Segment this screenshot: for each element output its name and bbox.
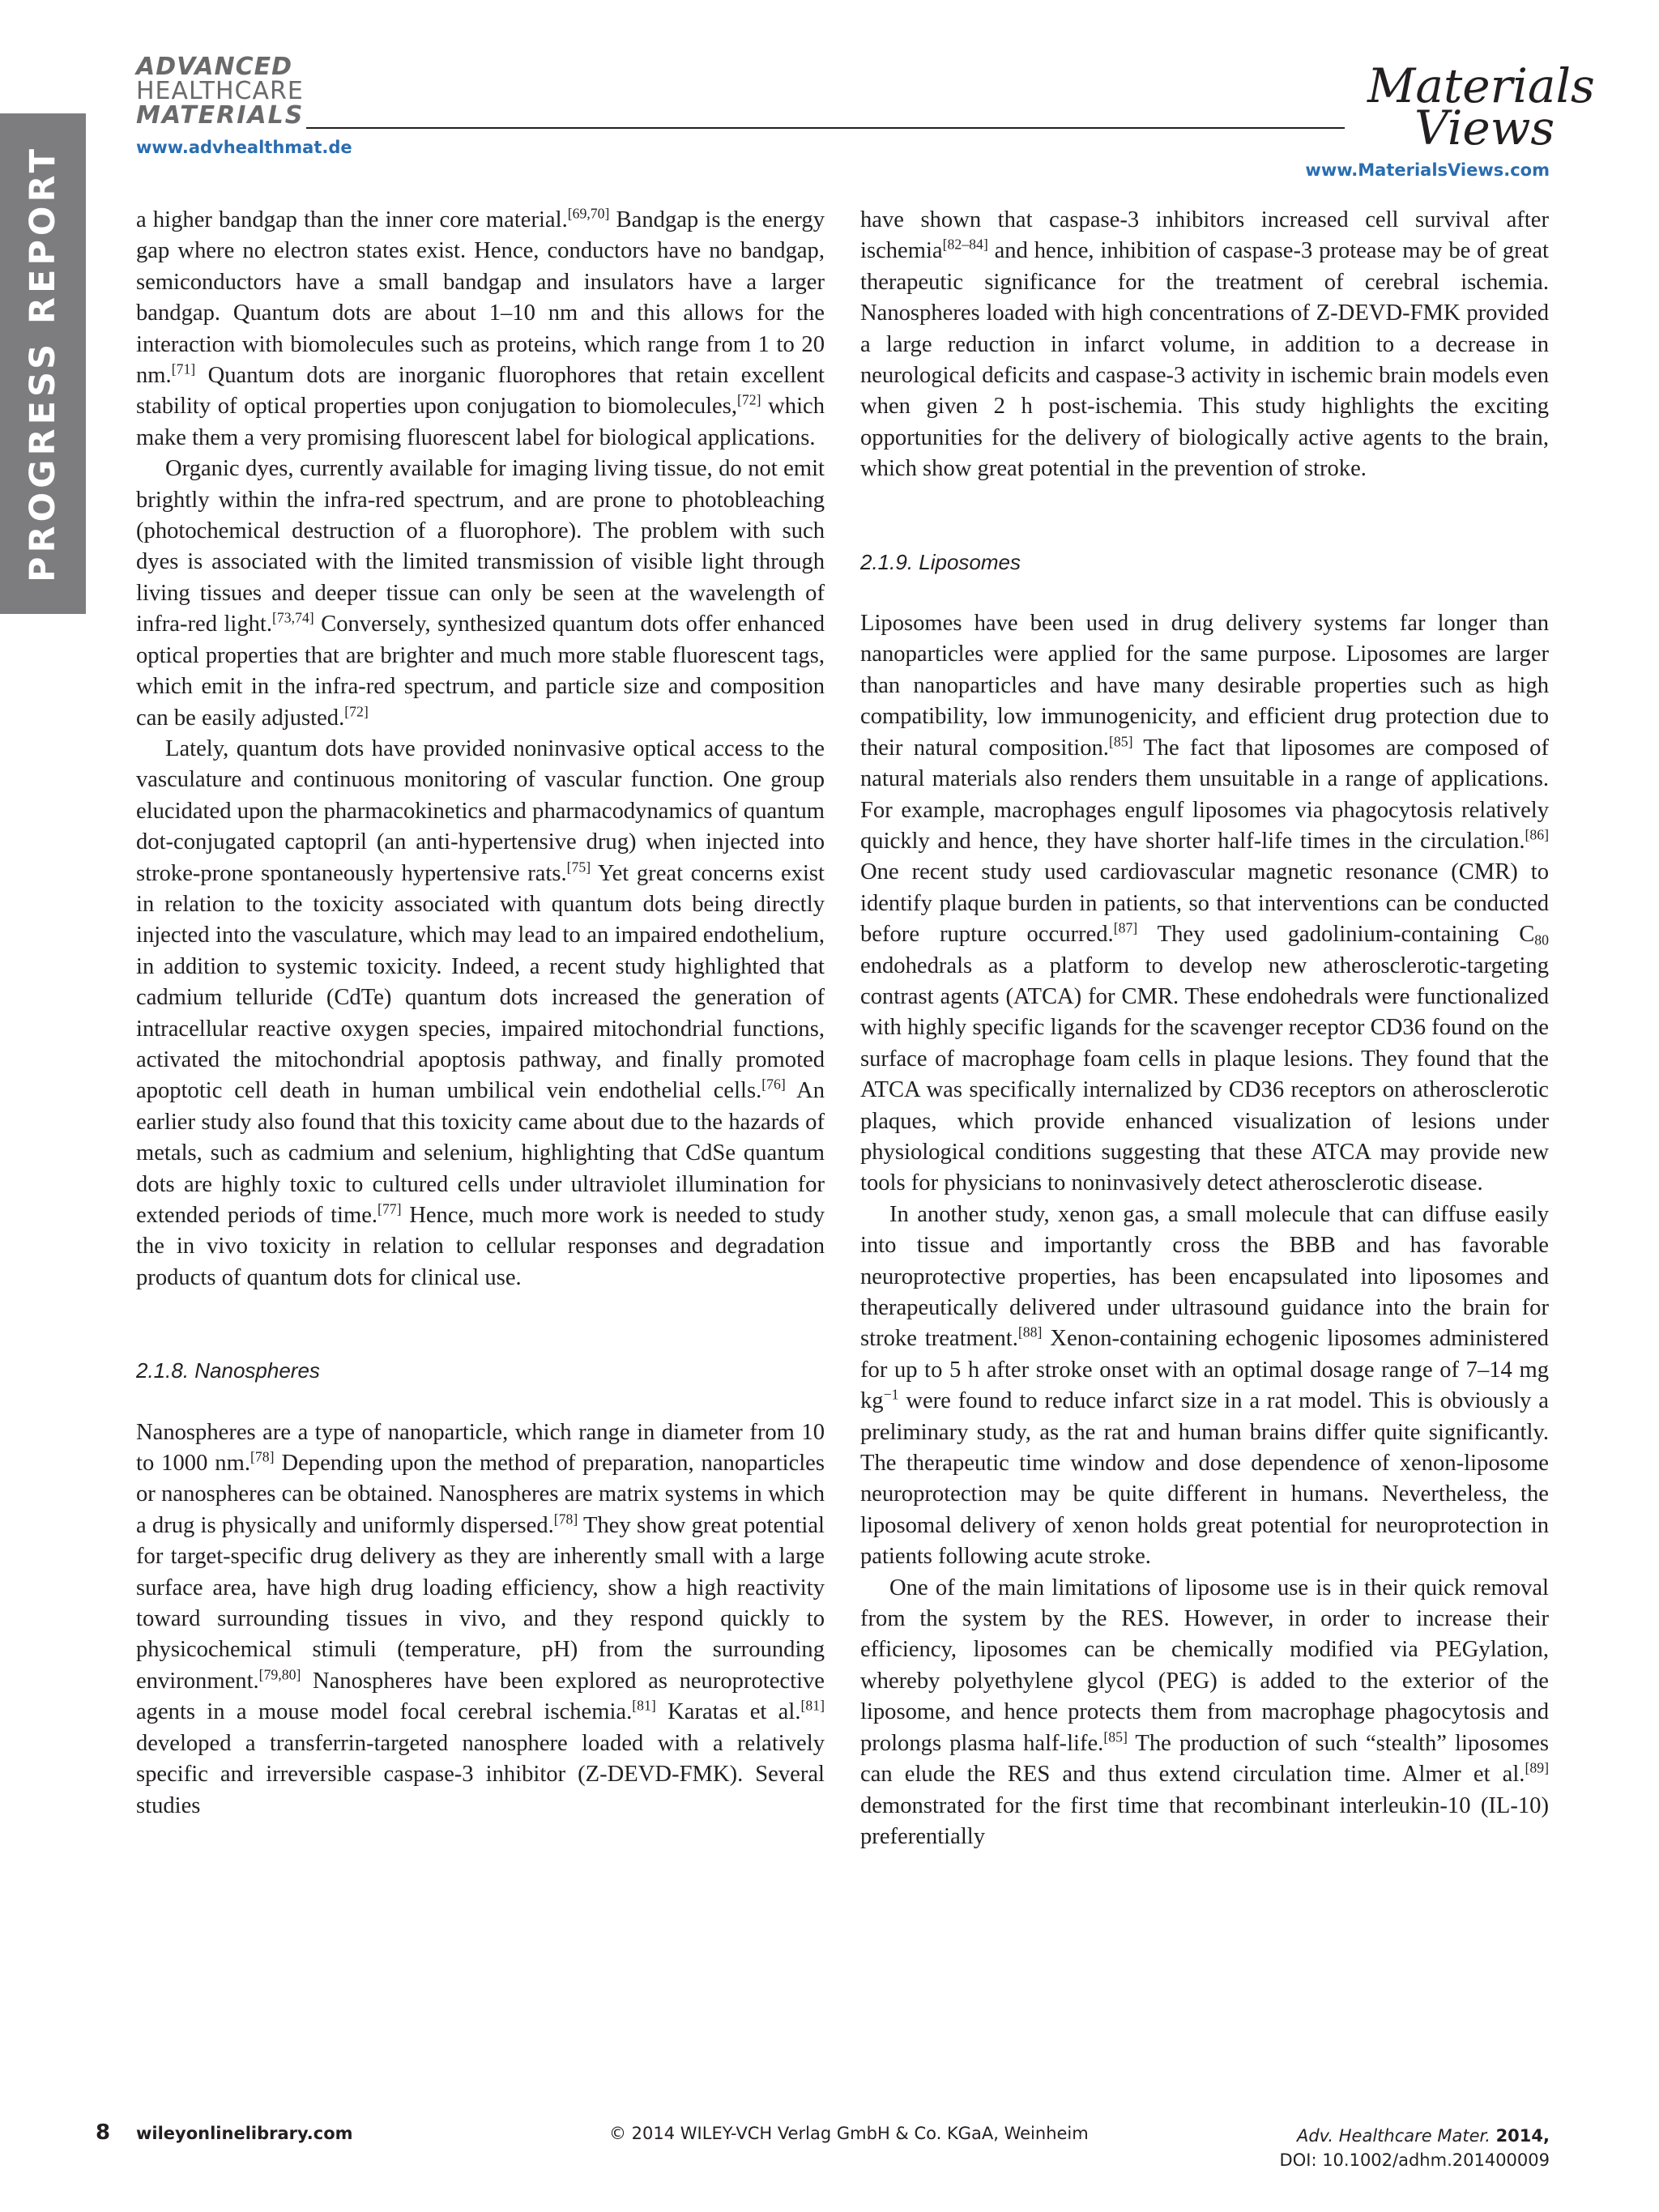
citation-link[interactable]: [77] <box>377 1200 402 1217</box>
section-heading: 2.1.8. Nanospheres <box>136 1358 320 1383</box>
journal-logo <box>136 55 306 128</box>
page-number: 8 <box>96 2120 111 2145</box>
paragraph: Organic dyes, currently available for imaging living tissue, do not emit brightly within the infra-red spectrum, and are prone to photobleaching (photochemical destruction of a fluorophore). The problem with such dyes is associated with the limited transmission of visible light through living tissues and deeper tissue can only be seen at the wavelength of infra-red light.[73,74] Conversely, synthesized quantum dots offer enhanced optical properties that are brighter and much more stable fluorescent tags, which emit in the infra-red spectrum, and particle size and composition can be easily adjusted.[72] <box>136 456 825 731</box>
publisher-logo-line2: Views <box>1414 100 1555 156</box>
citation-link[interactable]: [89] <box>1525 1759 1549 1776</box>
footer-url-link[interactable]: wileyonlinelibrary.com <box>136 2124 353 2143</box>
citation-link[interactable]: [82–84] <box>942 236 988 253</box>
journal-logo-line1: ADVANCED <box>136 53 293 81</box>
citation-link[interactable]: [81] <box>632 1697 656 1714</box>
paragraph: a higher bandgap than the inner core material.[69,70] Bandgap is the energy gap where no electron states exist. Hence, conductors have no bandgap, semiconductors have a small bandgap and insulators have a larger bandgap. Quantum dots are about 1–10 nm and this allows for the interaction with biomolecules such as proteins, which range from 1 to 20 nm.[71] Quantum dots are inorganic fluorophores that retain excellent stability of optical properties upon conjugation to biomolecules,[72] which make them a very promising fluorescent label for biological applications. <box>136 205 825 450</box>
publisher-logo <box>1367 58 1595 156</box>
citation-link[interactable]: [81] <box>800 1697 825 1714</box>
citation-link[interactable]: [78] <box>553 1511 578 1528</box>
section-label: PROGRESS REPORT <box>23 144 63 583</box>
left-column <box>136 205 825 1822</box>
paragraph: Nanospheres are a type of nanoparticle, which range in diameter from 10 to 1000 nm.[78] Depending upon the method of preparation, nanoparticles or nanospheres can be obtained. Nanospheres are matrix systems in which a drug is physically and uniformly dispersed.[78] They show great potential for target-specific drug delivery as they are inherently small with a large surface area, have high drug loading efficiency, show a high reactivity toward surrounding tissues in vivo, and they respond quickly to physicochemical stimuli (temperature, pH) from the surrounding environment.[79,80] Nanospheres have been explored as neuroprotective agents in a mouse model focal cerebral ischemia.[81] Karatas et al.[81] developed a transferrin-targeted nanosphere loaded with a relatively specific and irreversible caspase-3 inhibitor (Z-DEVD-FMK). Several studies <box>136 1419 825 1818</box>
citation-link[interactable]: [86] <box>1525 826 1549 843</box>
copyright: © 2014 WILEY-VCH Verlag GmbH & Co. KGaA, Weinheim <box>609 2124 1089 2143</box>
paragraph: Lately, quantum dots have provided noninvasive optical access to the vasculature and continuous monitoring of vascular function. One group elucidated upon the pharmacokinetics and pharmacodynamics of quantum dot-conjugated captopril (an anti-hypertensive drug) when injected into stroke-prone spontaneously hypertensive rats.[75] Yet great concerns exist in relation to the toxicity associated with quantum dots being directly injected into the vasculature, which may lead to an impaired endothelium, in addition to systemic toxicity. Indeed, a recent study highlighted that cadmium telluride (CdTe) quantum dots increased the generation of intracellular reactive oxygen species, impaired mitochondrial functions, activated the mitochondrial apoptosis pathway, and finally promoted apoptotic cell death in human umbilical vein endothelial cells.[76] An earlier study also found that this toxicity came about due to the hazards of metals, such as cadmium and selenium, highlighting that CdSe quantum dots are highly toxic to cultured cells under ultraviolet illumination for extended periods of time.[77] Hence, much more work is needed to study the in vivo toxicity in relation to cellular responses and degradation products of quantum dots for clinical use. <box>136 735 825 1290</box>
citation-link[interactable]: [69,70] <box>567 205 610 222</box>
citation-link[interactable]: [72] <box>737 391 761 408</box>
publisher-logo-line1: Materials <box>1367 58 1595 113</box>
citation-link[interactable]: [88] <box>1017 1323 1043 1340</box>
paragraph: Liposomes have been used in drug delivery systems far longer than nanoparticles were applied for the same purpose. Liposomes are larger than nanoparticles and have many desirable properties such as high compatibility, low immunogenicity, and efficient drug protection due to their natural composition.[85] The fact that liposomes are composed of natural materials also renders them unsuitable in a range of applications. For example, macrophages engulf liposomes via phagocytosis relatively quickly and hence, they have shorter half-life times in the circulation.[86] One recent study used cardiovascular magnetic resonance (CMR) to identify plaque burden in patients, so that interventions can be conducted before rupture occurred.[87] They used gadolinium-containing $C_{80}$ endohedrals as a platform to develop new atherosclerotic-targeting contrast agents (ATCA) for CMR. These endohedrals were functionalized with highly specific ligands for the scavenger receptor CD36 found on the surface of macrophage foam cells in plaque lesions. They found that the ATCA was specifically internalized by CD36 receptors on atherosclerotic plaques, which provide enhanced visualization of lesions under physiological conditions suggesting that these ATCA may provide new tools for physicians to noninvasively detect atherosclerotic disease. <box>860 611 1549 1196</box>
citation-link[interactable]: [85] <box>1108 733 1133 750</box>
citation-link[interactable]: [75] <box>566 858 591 875</box>
paragraph: One of the main limitations of liposome use is in their quick removal from the system by the RES. However, in order to increase their efficiency, liposomes can be chemically modified via PEGylation, whereby polyethylene glycol (PEG) is added to the exterior of the liposome, and hence protects them from macrophage phagocytosis and prolongs plasma half-life.[85] The production of such “stealth” liposomes can elude the RES and thus extend circulation time. Almer et al.[89] demonstrated for the first time that recombinant interleukin-10 (IL-10) preferentially <box>860 1575 1549 1849</box>
citation-link[interactable]: [78] <box>249 1448 275 1465</box>
citation-link[interactable]: [73,74] <box>272 609 314 626</box>
citation-link[interactable]: [76] <box>761 1076 786 1093</box>
citation-link[interactable]: [87] <box>1113 919 1138 936</box>
citation-link[interactable]: [79,80] <box>258 1666 301 1683</box>
journal-logo-line2: HEALTHCARE <box>136 77 304 105</box>
publisher-url-link[interactable]: www.MaterialsViews.com <box>1305 160 1550 180</box>
section-heading: 2.1.9. Liposomes <box>860 549 1021 574</box>
header-rule <box>306 127 1345 129</box>
subscript: 80 <box>1534 931 1549 948</box>
citation-link[interactable]: [72] <box>344 702 369 719</box>
journal-year: 2014, <box>1495 2126 1550 2146</box>
paragraph: In another study, xenon gas, a small molecule that can diffuse easily into tissue and importantly cross the BBB and has favorable neuroprotective properties, has been encapsulated into liposomes and therapeutically delivered under ultrasound guidance into the brain for stroke treatment.[88] Xenon-containing echogenic liposomes administered for up to 5 h after stroke onset with an optimal dosage range of 7–14 mg $kg^{-1}$ were found to reduce infarct size in a rat model. This is obviously a preliminary study, as the rat and human brains differ quite significantly. The therapeutic time window and dose dependence of xenon-liposome neuroprotection may be quite different in humans. Nevertheless, the liposomal delivery of xenon holds great potential for neuroprotection in patients following acute stroke. <box>860 1201 1549 1570</box>
journal-name: Adv. Healthcare Mater. <box>1296 2126 1491 2146</box>
journal-url-link[interactable]: www.advhealthmat.de <box>136 138 352 157</box>
journal-citation <box>1280 2124 1550 2172</box>
citation-link[interactable]: [71] <box>171 360 196 377</box>
journal-logo-line3: MATERIALS <box>136 101 305 130</box>
paragraph: have shown that caspase-3 inhibitors increased cell survival after ischemia[82–84] and hence, inhibition of caspase-3 protease may be of great therapeutic significance for the treatment of cerebral ischemia. Nanospheres loaded with high concentrations of Z-DEVD-FMK provided a large reduction in infarct volume, in addition to a decrease in neurological deficits and caspase-3 activity in ischemic brain models even when given 2 h post-ischemia. This study highlights the exciting opportunities for the delivery of biologically active agents to the brain, which show great potential in the prevention of stroke. <box>860 207 1549 482</box>
superscript: −1 <box>883 1386 899 1403</box>
right-column <box>860 205 1549 1852</box>
doi[interactable]: DOI: 10.1002/adhm.201400009 <box>1279 2150 1550 2170</box>
citation-link[interactable]: [85] <box>1103 1728 1128 1745</box>
